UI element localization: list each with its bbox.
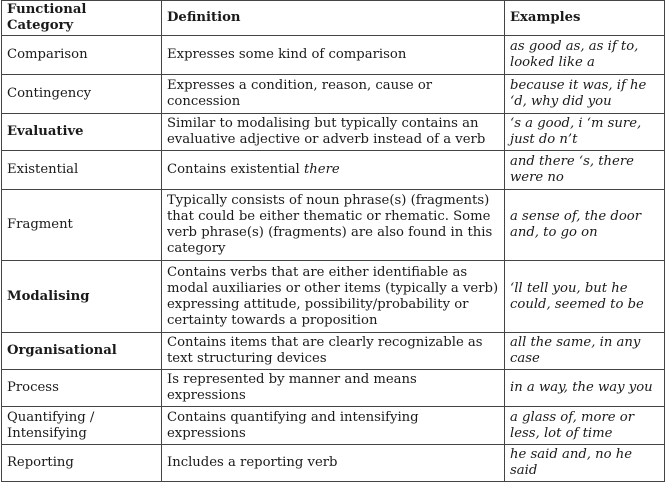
header-definition: Definition: [162, 1, 505, 36]
definition-cell: Contains items that are clearly recognizable as text structuring devices: [162, 333, 505, 370]
table-row: [2, 370, 665, 407]
definition-cell: Contains verbs that are either identifiable as modal auxiliaries or other items (typically a verb) expressing attitude, possibility/probability or certainty towards a proposition: [162, 261, 505, 333]
category-cell: Existential: [2, 151, 162, 190]
category-cell: Fragment: [2, 190, 162, 261]
table-row: [2, 261, 665, 333]
category-cell: Process: [2, 370, 162, 407]
table-row: [2, 333, 665, 370]
definition-cell: Expresses a condition, reason, cause or concession: [162, 75, 505, 114]
examples-cell: a sense of, the door and, to go on: [505, 190, 665, 261]
category-cell: Modalising: [2, 261, 162, 333]
category-cell: Comparison: [2, 36, 162, 75]
definition-cell: Typically consists of noun phrase(s) (fragments) that could be either thematic or rhematic. Some verb phrase(s) (fragments) are also found in this category: [162, 190, 505, 261]
functional-category-table: [1, 0, 665, 482]
category-cell: Organisational: [2, 333, 162, 370]
table-row: [2, 445, 665, 482]
table-row: [2, 151, 665, 190]
table-row: [2, 114, 665, 151]
examples-cell: and there ‘s, there were no: [505, 151, 665, 190]
examples-cell: because it was, if he ‘d, why did you: [505, 75, 665, 114]
category-cell: Contingency: [2, 75, 162, 114]
table-row: [2, 75, 665, 114]
definition-emphasis: there: [303, 162, 340, 177]
header-examples: Examples: [505, 1, 665, 36]
examples-cell: ‘ll tell you, but he could, seemed to be: [505, 261, 665, 333]
definition-cell: Includes a reporting verb: [162, 445, 505, 482]
definition-cell: Expresses some kind of comparison: [162, 36, 505, 75]
examples-cell: ‘s a good, i ‘m sure, just do n’t: [505, 114, 665, 151]
table-row: [2, 407, 665, 445]
category-cell: Reporting: [2, 445, 162, 482]
definition-text: Contains existential: [167, 162, 300, 177]
category-cell: Quantifying / Intensifying: [2, 407, 162, 445]
definition-cell: [162, 151, 505, 190]
definition-cell: Is represented by manner and means expressions: [162, 370, 505, 407]
examples-cell: he said and, no he said: [505, 445, 665, 482]
examples-cell: as good as, as if to, looked like a: [505, 36, 665, 75]
header-category: Functional Category: [2, 1, 162, 36]
table-row: [2, 36, 665, 75]
table-row: [2, 190, 665, 261]
category-cell: Evaluative: [2, 114, 162, 151]
definition-cell: Similar to modalising but typically contains an evaluative adjective or adverb instead of a verb: [162, 114, 505, 151]
examples-cell: a glass of, more or less, lot of time: [505, 407, 665, 445]
examples-cell: in a way, the way you: [505, 370, 665, 407]
definition-cell: Contains quantifying and intensifying expressions: [162, 407, 505, 445]
examples-cell: all the same, in any case: [505, 333, 665, 370]
header-row: [2, 1, 665, 36]
